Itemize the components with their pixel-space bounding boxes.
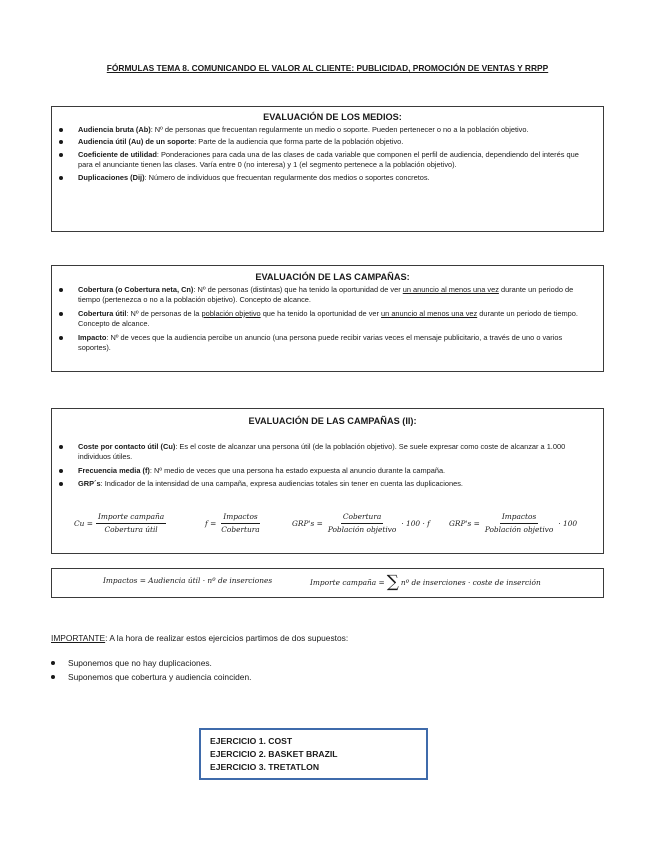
formula-grps-impacts: GRP's = $\frac{\text{Impactos}}{\text{Población objetivo}}$ · 100 <box>449 512 578 534</box>
exercise-item: EJERCICIO 3. TRETATLON <box>210 762 320 772</box>
formula-campaign-cost: Importe campaña = ∑ nº de inserciones · coste de inserción <box>310 572 541 592</box>
important-intro: IMPORTANTE: A la hora de realizar estos ejercicios partimos de dos supuestos: <box>51 633 349 643</box>
campaign-evaluation-box <box>51 265 604 372</box>
formula-average-frequency: f = $\frac{\text{Impactos}}{\text{Cobertura}}$ <box>205 512 260 534</box>
media-evaluation-list <box>78 125 587 183</box>
campaign-evaluation-ii-list <box>78 442 587 490</box>
exercise-item: EJERCICIO 1. COST <box>210 736 293 746</box>
bullet-icon <box>59 469 63 473</box>
list-item: Cobertura útil: Nº de personas de la población objetivo que ha tenido la oportunidad de ver un anuncio al menos una vez durante un periodo de tiempo. Concepto de alcance. <box>78 309 587 330</box>
fraction: $\frac{\text{Impactos}}{\text{Población objetivo}}$ <box>484 512 554 534</box>
list-item: Suponemos que no hay duplicaciones. <box>68 656 611 670</box>
list-item: Audiencia útil (Au) de un soporte: Parte de la audiencia que forma parte de la población objetivo. <box>78 137 587 147</box>
list-item: Impacto: Nº de veces que la audiencia percibe un anuncio (una persona puede recibir varias veces el mensaje publicitario, a través de uno o varios soportes). <box>78 333 587 354</box>
list-item: Audiencia bruta (Ab): Nº de personas que frecuentan regularmente un medio o soporte. Pueden pertenecer o no a la población objetivo. <box>78 125 587 135</box>
important-note <box>51 633 611 684</box>
campaign-evaluation-list <box>78 285 587 353</box>
media-evaluation-box <box>51 106 604 232</box>
campaign-evaluation-title: EVALUACIÓN DE LAS CAMPAÑAS: <box>255 272 410 282</box>
bullet-icon <box>59 445 63 449</box>
bullet-icon <box>59 482 63 486</box>
formula-grps-coverage: GRP's = $\frac{\text{Cobertura}}{\text{Población objetivo}}$ · 100 · f <box>292 512 430 534</box>
fraction: $\frac{\text{Importe campaña}}{\text{Cobertura útil}}$ <box>97 512 165 534</box>
bullet-icon <box>51 661 55 665</box>
bullet-icon <box>59 312 63 316</box>
list-item: Cobertura (o Cobertura neta, Cn): Nº de personas (distintas) que ha tenido la oportunidad de ver un anuncio al menos una vez durante un periodo de tiempo (pertenezca o no a la población objetivo). Concepto de alcance. <box>78 285 587 306</box>
formula-cost-per-contact: Cu = $\frac{\text{Importe campaña}}{\text{Cobertura útil}}$ <box>74 512 165 534</box>
list-item: Frecuencia media (f): Nº medio de veces que una persona ha estado expuesta al anuncio durante la campaña. <box>78 466 587 476</box>
bullet-icon <box>59 336 63 340</box>
list-item: Duplicaciones (Dij): Número de individuos que frecuentan regularmente dos medios o soportes concretos. <box>78 173 587 183</box>
list-item: Coste por contacto útil (Cu): Es el coste de alcanzar una persona útil (de la población objetivo). Se suele expresar como coste de alcanzar a 1.000 individuos útiles. <box>78 442 587 463</box>
campaign-evaluation-ii-title: EVALUACIÓN DE LAS CAMPAÑAS (II): <box>248 416 417 426</box>
bullet-icon <box>51 675 55 679</box>
bullet-icon <box>59 140 63 144</box>
list-item: GRP´s: Indicador de la intensidad de una campaña, expresa audiencias totales sin tener en cuenta las duplicaciones. <box>78 479 587 489</box>
list-item: Coeficiente de utilidad: Ponderaciones para cada una de las clases de cada variable que componen el perfil de audiencia, dependiendo del interés que para el anunciante tienen las clases. Varía entre 0 (no interesa) y 1 (el segmento pertenece a la población objetivo). <box>78 150 587 171</box>
list-item: Suponemos que cobertura y audiencia coinciden. <box>68 670 611 684</box>
exercises-box <box>199 728 428 780</box>
bullet-icon <box>59 288 63 292</box>
fraction: $\frac{\text{Impactos}}{\text{Cobertura}}$ <box>221 512 260 534</box>
bullet-icon <box>59 176 63 180</box>
bullet-icon <box>59 128 63 132</box>
assumptions-list <box>51 656 611 684</box>
fraction: $\frac{\text{Cobertura}}{\text{Población objetivo}}$ <box>327 512 397 534</box>
bullet-icon <box>59 153 63 157</box>
media-evaluation-title: EVALUACIÓN DE LOS MEDIOS: <box>263 112 402 122</box>
exercise-item: EJERCICIO 2. BASKET BRAZIL <box>210 749 338 759</box>
page-title: FÓRMULAS TEMA 8. COMUNICANDO EL VALOR AL CLIENTE: PUBLICIDAD, PROMOCIÓN DE VENTAS Y RRPP <box>106 63 549 73</box>
formula-impacts: Impactos = Audiencia útil · nº de inserciones <box>103 576 273 585</box>
summation-icon: ∑ <box>386 572 399 592</box>
